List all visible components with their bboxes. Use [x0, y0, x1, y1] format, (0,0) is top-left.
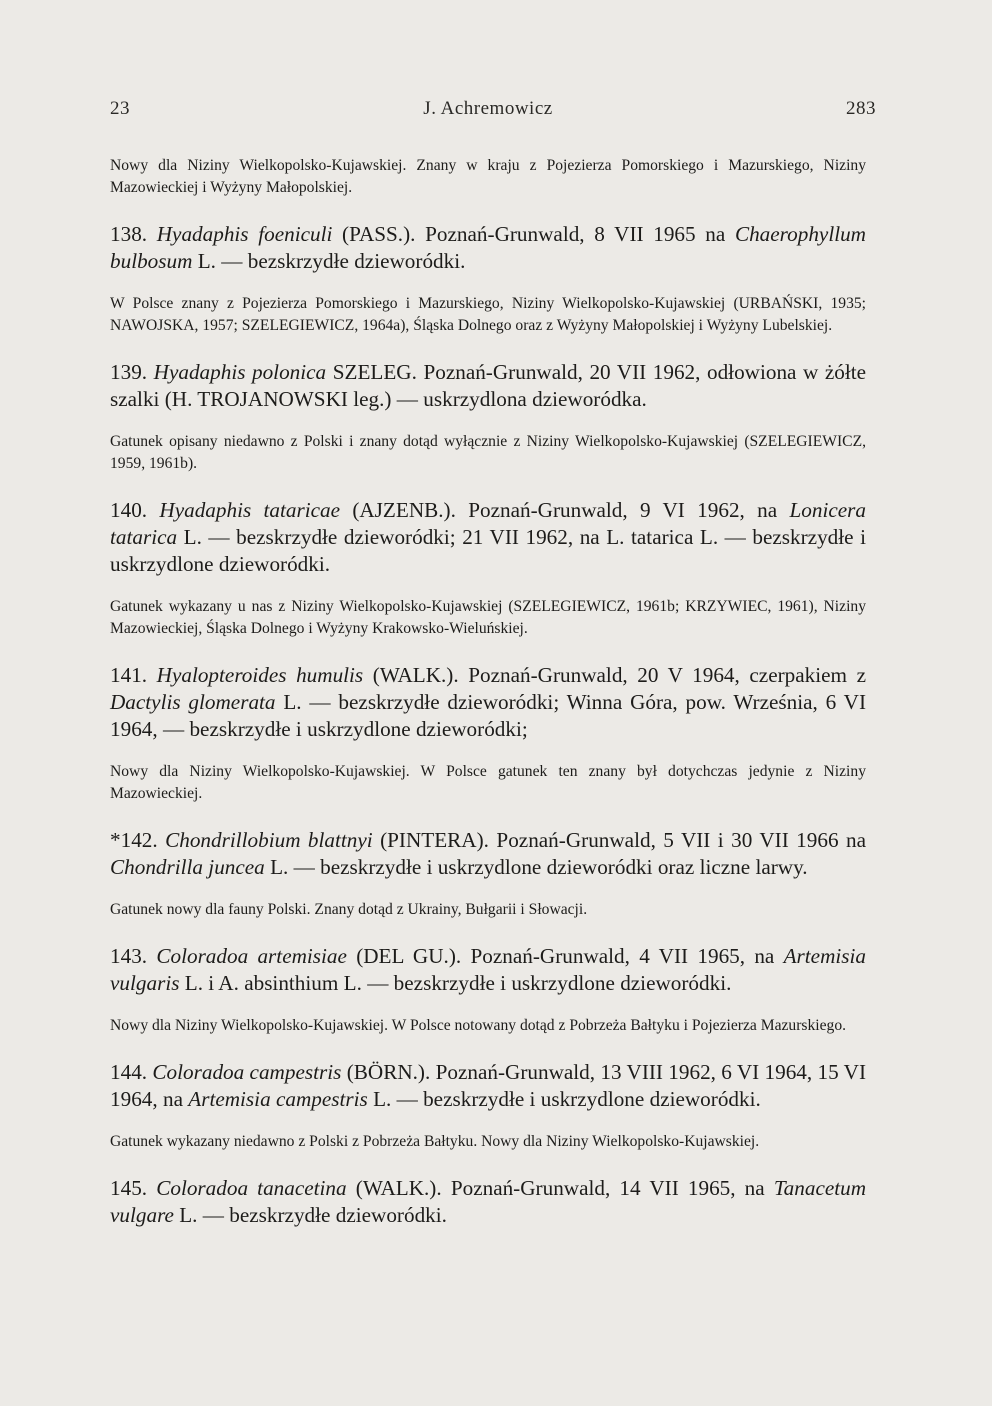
entry-record: Poznań-Grunwald, 8 VII 1965 na: [425, 222, 726, 246]
taxon-name: Coloradoa campestris: [152, 1060, 342, 1084]
note-text: Nowy dla Niziny Wielkopolsko-Kujawskiej. W Polsce notowany dotąd z Pobrzeża Bałtyku i Pojezierza Mazurskiego.: [110, 1017, 847, 1034]
host-plant: Chondrilla juncea: [110, 855, 265, 879]
note-paragraph: [110, 293, 866, 337]
running-author: J. Achremowicz: [423, 98, 553, 119]
note-paragraph: [110, 761, 866, 805]
entry-record: Poznań-Grunwald, 9 VI 1962, na: [468, 498, 778, 522]
entry-number: 143.: [110, 944, 148, 968]
page-number-left: 23: [110, 98, 130, 119]
taxon-author: (PINTERA).: [380, 828, 489, 852]
taxon-name: Chondrillobium blattnyi: [165, 828, 373, 852]
entry-tail: L. — bezskrzydłe i uskrzydlone dzieworódki.: [373, 1087, 761, 1111]
entry-number: 145.: [110, 1176, 148, 1200]
note-text: Gatunek wykazany u nas z Niziny Wielkopolsko-Kujawskiej (SZELEGIEWICZ, 1961b; KRZYWIEC, 1961), Niziny Mazowieckiej, Śląska Dolnego i Wyżyny Krakowsko-Wieluńskiej.: [110, 598, 866, 637]
note-text: Nowy dla Niziny Wielkopolsko-Kujawskiej. Znany w kraju z Pojezierza Pomorskiego i Mazurskiego, Niziny Mazowieckiej i Wyżyny Małopolskiej.: [110, 157, 866, 196]
page-number-right: 283: [846, 98, 876, 119]
taxon-name: Hyalopteroides humulis: [156, 663, 364, 687]
taxon-author: SZELEG.: [332, 360, 417, 384]
host-plant: Dactylis glomerata: [110, 690, 276, 714]
entry-record: Poznań-Grunwald, 4 VII 1965, na: [470, 944, 775, 968]
note-paragraph: [110, 155, 866, 199]
entry-record: Poznań-Grunwald, 20 VII 1962, odłowiona w żółte szalki (H. TROJANOWSKI leg.) — uskrzydlona dzieworódka.: [110, 360, 867, 411]
taxon-name: Coloradoa tanacetina: [156, 1176, 347, 1200]
entry-tail: L. — bezskrzydłe i uskrzydlone dzieworódki oraz liczne larwy.: [270, 855, 808, 879]
entry-record: Poznań-Grunwald, 14 VII 1965, na: [450, 1176, 765, 1200]
species-entry: [110, 1059, 866, 1113]
entry-tail: L. i A. absinthium L. — bezskrzydłe i uskrzydlone dzieworódki.: [184, 971, 732, 995]
species-entry: [110, 1175, 866, 1229]
host-plant: Tanacetum vulgare: [110, 1176, 867, 1227]
entry-number: *142.: [110, 828, 158, 852]
note-paragraph: [110, 899, 866, 921]
taxon-author: (PASS.).: [342, 222, 416, 246]
entry-tail: L. — bezskrzydłe dzieworódki.: [179, 1203, 447, 1227]
species-entry: [110, 662, 866, 743]
note-paragraph: [110, 1131, 866, 1153]
species-entry: [110, 827, 866, 881]
note-text: Gatunek opisany niedawno z Polski i znany dotąd wyłącznie z Niziny Wielkopolsko-Kujawskiej (SZELEGIEWICZ, 1959, 1961b).: [110, 433, 866, 472]
entry-record: Poznań-Grunwald, 5 VII i 30 VII 1966 na: [496, 828, 866, 852]
entry-number: 140.: [110, 498, 148, 522]
entry-tail: L. — bezskrzydłe dzieworódki; Winna Góra, pow. Września, 6 VI 1964, — bezskrzydłe i uskrzydlone dzieworódki;: [110, 690, 867, 741]
species-entry: [110, 943, 866, 997]
entry-number: 144.: [110, 1060, 148, 1084]
note-paragraph: [110, 596, 866, 640]
taxon-author: (WALK.).: [372, 663, 459, 687]
taxon-name: Hyadaphis foeniculi: [156, 222, 333, 246]
entry-tail: L. — bezskrzydłe dzieworódki.: [197, 249, 466, 273]
taxon-author: (DEL GU.).: [356, 944, 462, 968]
species-entry: [110, 221, 866, 275]
entry-tail: L. — bezskrzydłe dzieworódki; 21 VII 1962, na L. tatarica L. — bezskrzydłe i uskrzydlone dzieworódki.: [110, 525, 866, 576]
note-text: W Polsce znany z Pojezierza Pomorskiego i Mazurskiego, Niziny Wielkopolsko-Kujawskiej (URBAŃSKI, 1935; NAWOJSKA, 1957; SZELEGIEWICZ, 1964a), Śląska Dolnego oraz z Wyżyny Małopolskiej i Wyżyny Lubelskiej.: [110, 295, 866, 334]
running-header: [110, 98, 876, 120]
species-entry: [110, 359, 866, 413]
note-text: Gatunek nowy dla fauny Polski. Znany dotąd z Ukrainy, Bułgarii i Słowacji.: [110, 901, 588, 918]
entry-record: Poznań-Grunwald, 20 V 1964, czerpakiem z: [468, 663, 867, 687]
entry-number: 138.: [110, 222, 148, 246]
taxon-name: Hyadaphis tataricae: [159, 498, 341, 522]
note-text: Gatunek wykazany niedawno z Polski z Pobrzeża Bałtyku. Nowy dla Niziny Wielkopolsko-Kujawskiej.: [110, 1133, 760, 1150]
species-entry: [110, 497, 866, 578]
note-paragraph: [110, 1015, 866, 1037]
host-plant: Artemisia vulgaris: [110, 944, 867, 995]
taxon-author: (WALK.).: [355, 1176, 442, 1200]
host-plant: Chaerophyllum bulbosum: [110, 222, 866, 273]
taxon-name: Hyadaphis polonica: [153, 360, 327, 384]
taxon-author: (AJZENB.).: [352, 498, 456, 522]
note-text: Nowy dla Niziny Wielkopolsko-Kujawskiej. W Polsce gatunek ten znany był dotychczas jedynie z Niziny Mazowieckiej.: [110, 763, 866, 802]
taxon-name: Coloradoa artemisiae: [156, 944, 347, 968]
host-plant: Artemisia campestris: [188, 1087, 368, 1111]
entry-record: Poznań-Grunwald, 13 VIII 1962, 6 VI 1964, 15 VI 1964, na: [110, 1060, 867, 1111]
body-text: [110, 155, 866, 1247]
entry-number: 141.: [110, 663, 148, 687]
entry-number: 139.: [110, 360, 148, 384]
host-plant: Lonicera tatarica: [110, 498, 866, 549]
note-paragraph: [110, 431, 866, 475]
taxon-author: (BÖRN.).: [346, 1060, 431, 1084]
